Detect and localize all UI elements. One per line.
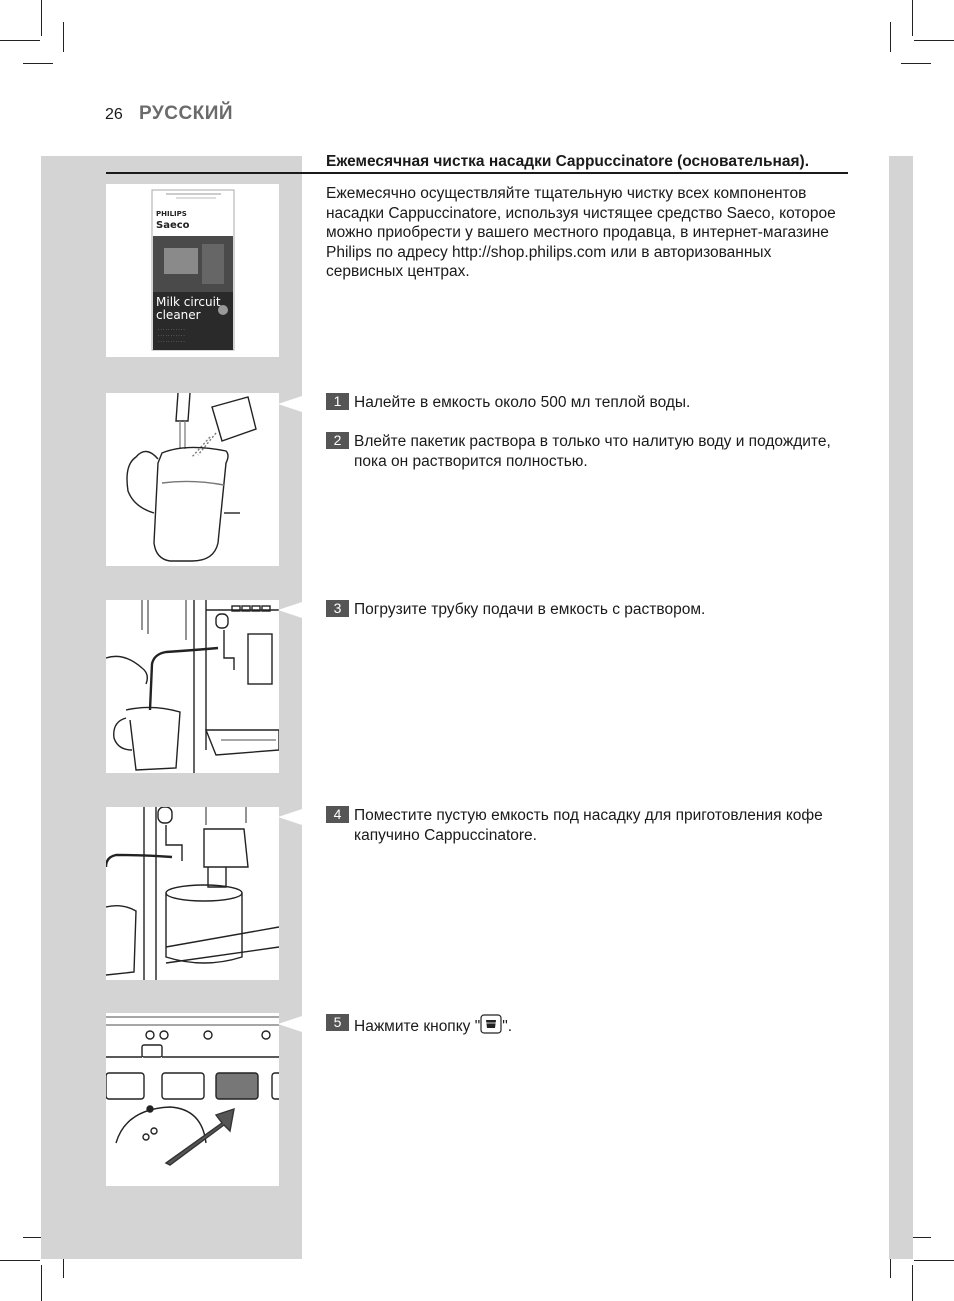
step-number: 2 xyxy=(326,432,349,449)
step-text: Влейте пакетик раствора в только что налитую воду и подождите, пока он растворится полностью. xyxy=(354,433,831,470)
step-text-after: ". xyxy=(502,1018,513,1035)
cappuccino-cup-icon xyxy=(480,1014,502,1034)
step-number: 4 xyxy=(326,806,349,823)
step-text: Поместите пустую емкость под насадку для приготовления кофе капучино Cappuccinatore. xyxy=(354,807,823,844)
product-name-line2: cleaner xyxy=(156,308,201,322)
brand-philips: PHILIPS xyxy=(156,210,187,218)
step-number: 3 xyxy=(326,600,349,617)
step-5 xyxy=(326,1014,851,1037)
step-2 xyxy=(326,432,851,471)
place-container-illustration xyxy=(106,807,279,980)
step-1 xyxy=(326,393,851,413)
svg-text:· · · · · · · · · · ·: · · · · · · · · · · · xyxy=(158,339,185,344)
step-pointer xyxy=(278,602,302,618)
product-name-line1: Milk circuit xyxy=(156,295,221,309)
step-text: Погрузите трубку подачи в емкость с раствором. xyxy=(354,601,706,618)
language-label: РУССКИЙ xyxy=(139,103,234,124)
step-3 xyxy=(326,600,851,620)
intro-paragraph: Ежемесячно осуществляйте тщательную чистку всех компонентов насадки Cappuccinatore, используя чистящее средство Saeco, которое можно приобрести у вашего местного продавца, в интернет-магазине Philips по адресу http://shop.philips.com или в авторизованных сервисных центрах. xyxy=(326,185,836,280)
step-text: Налейте в емкость около 500 мл теплой воды. xyxy=(354,394,691,411)
pour-water-illustration xyxy=(106,393,279,566)
step-number: 1 xyxy=(326,393,349,410)
press-button-illustration xyxy=(106,1013,279,1186)
page-number: 26 xyxy=(105,106,123,123)
right-gray-band xyxy=(889,156,913,1259)
brand-saeco: Saeco xyxy=(156,220,190,231)
title-rule xyxy=(106,172,848,174)
svg-text:· · · · · · · · · · ·: · · · · · · · · · · · xyxy=(158,333,185,338)
step-4 xyxy=(326,806,851,845)
step-number: 5 xyxy=(326,1014,349,1031)
immerse-tube-illustration xyxy=(106,600,279,773)
svg-text:· · · · · · · · · · ·: · · · · · · · · · · · xyxy=(158,327,185,332)
step-pointer xyxy=(278,1016,302,1032)
step-text-before: Нажмите кнопку " xyxy=(354,1018,481,1035)
section-title: Ежемесячная чистка насадки Cappuccinatore (основательная). xyxy=(326,153,810,170)
step-pointer xyxy=(278,396,302,412)
cleaner-box-illustration xyxy=(106,184,279,357)
step-pointer xyxy=(278,809,302,825)
step-text xyxy=(354,1014,851,1037)
